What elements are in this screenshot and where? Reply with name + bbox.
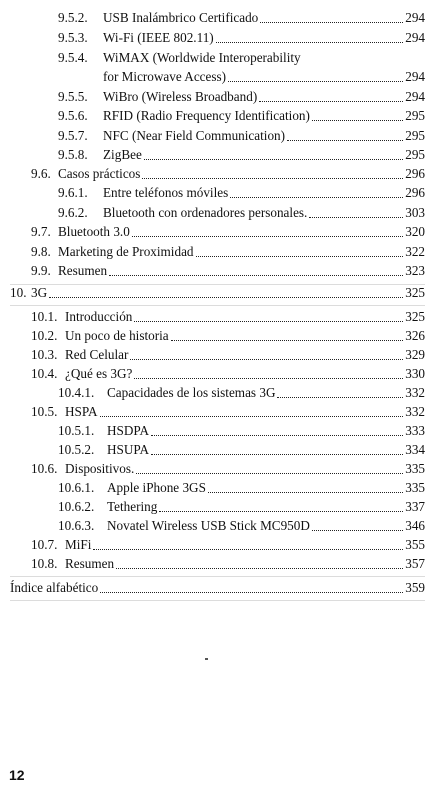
toc-entry-number: 9.5.6.: [58, 108, 88, 123]
dot-leader: [130, 358, 403, 360]
toc-entry-page: 355: [405, 537, 425, 552]
toc-entry-number: 9.7.: [31, 224, 51, 239]
toc-entry: [58, 108, 425, 124]
toc-entry-number: 9.8.: [31, 244, 51, 259]
toc-entry-page: 332: [405, 404, 425, 419]
toc-entry-number: 9.9.: [31, 263, 51, 278]
toc-entry-page: 325: [405, 309, 425, 324]
toc-entry-number: 9.5.3.: [58, 30, 88, 45]
toc-entry: [58, 89, 425, 105]
toc-entry: [31, 366, 425, 382]
toc-entry-number: 10.5.: [31, 404, 58, 419]
toc-entry-page: 294: [405, 10, 425, 25]
dot-leader: [116, 567, 403, 569]
dot-leader: [109, 274, 403, 276]
toc-entry-number: 10.8.: [31, 556, 58, 571]
toc-entry: [58, 423, 425, 439]
toc-chapter-entry: [10, 285, 425, 301]
toc-entry-title: Resumen: [65, 556, 115, 571]
toc-entry-title: Entre teléfonos móviles: [103, 185, 229, 200]
toc-entry: [58, 128, 425, 144]
toc-entry: [31, 244, 425, 260]
dot-leader: [134, 377, 403, 379]
toc-entry-number: 10.5.1.: [58, 423, 95, 438]
toc-entry-page: 296: [405, 166, 425, 181]
toc-entry: [58, 442, 425, 458]
toc-entry-number: 9.5.4.: [58, 50, 88, 65]
dot-leader: [312, 529, 403, 531]
print-speck: [205, 658, 208, 660]
toc-entry: [58, 147, 425, 163]
toc-entry-title: Bluetooth con ordenadores personales.: [103, 205, 308, 220]
toc-entry-title: Un poco de historia: [65, 328, 169, 343]
toc-index-entry: [10, 580, 425, 596]
toc-entry-title: Capacidades de los sistemas 3G: [107, 385, 276, 400]
toc-entry-title: Índice alfabético: [10, 580, 99, 595]
toc-entry-number: 9.6.1.: [58, 185, 88, 200]
toc-entry-page: 334: [405, 442, 425, 457]
toc-entry: [58, 30, 425, 46]
toc-entry-page: 320: [405, 224, 425, 239]
toc-entry-page: 296: [405, 185, 425, 200]
toc-entry-page: 357: [405, 556, 425, 571]
toc-entry-page: 335: [405, 480, 425, 495]
dot-leader: [312, 119, 403, 121]
toc-entry-number: 10.6.3.: [58, 518, 95, 533]
toc-entry-first-line: [58, 50, 301, 66]
toc-entry-number: 9.6.: [31, 166, 51, 181]
toc-entry-page: 346: [405, 518, 425, 533]
toc-entry: [31, 404, 425, 420]
toc-entry-title: WiBro (Wireless Broadband): [103, 89, 258, 104]
toc-entry: [58, 205, 425, 221]
toc-entry-number: 10.6.2.: [58, 499, 95, 514]
toc-entry-number: 9.5.8.: [58, 147, 88, 162]
toc-entry-page: 333: [405, 423, 425, 438]
toc-entry-page: 294: [405, 30, 425, 45]
dot-leader: [136, 472, 403, 474]
dot-leader: [171, 339, 404, 341]
toc-entry-title: RFID (Radio Frequency Identification): [103, 108, 310, 123]
toc-entry-number: 10.: [10, 285, 27, 300]
toc-entry: [58, 10, 425, 26]
toc-entry-page: 295: [405, 147, 425, 162]
toc-entry-page: 294: [405, 69, 425, 84]
toc-entry-number: 10.4.1.: [58, 385, 95, 400]
toc-entry-title: MiFi: [65, 537, 92, 552]
dot-leader: [132, 235, 403, 237]
dot-leader: [287, 139, 403, 141]
toc-entry-page: 325: [405, 285, 425, 300]
toc-entry: [58, 185, 425, 201]
toc-entry: [31, 309, 425, 325]
dot-leader: [151, 434, 403, 436]
toc-entry-number: 10.6.1.: [58, 480, 95, 495]
toc-entry-title: HSDPA: [107, 423, 150, 438]
toc-entry-number: 10.2.: [31, 328, 58, 343]
toc-entry-title-continuation: for Microwave Access): [103, 69, 227, 84]
dot-leader: [159, 510, 403, 512]
toc-entry: [58, 518, 425, 534]
toc-entry-page: 322: [405, 244, 425, 259]
toc-entry-page: 335: [405, 461, 425, 476]
toc-entry: [31, 537, 425, 553]
divider: [10, 305, 425, 306]
toc-entry-title: Introducción: [65, 309, 133, 324]
dot-leader: [100, 591, 403, 593]
toc-entry-title: HSPA: [65, 404, 98, 419]
toc-entry-title: 3G: [31, 285, 48, 300]
toc-entry: [31, 166, 425, 182]
toc-entry-page: 323: [405, 263, 425, 278]
toc-entry: [31, 224, 425, 240]
toc-entry: [58, 499, 425, 515]
dot-leader: [93, 548, 403, 550]
dot-leader: [144, 158, 403, 160]
toc-entry-title: Resumen: [58, 263, 108, 278]
toc-entry: [31, 328, 425, 344]
dot-leader: [208, 491, 403, 493]
toc-entry-title: HSUPA: [107, 442, 150, 457]
dot-leader: [142, 177, 403, 179]
toc-entry-title: Tethering: [107, 499, 158, 514]
dot-leader: [134, 320, 403, 322]
toc-entry: [58, 385, 425, 401]
dot-leader: [196, 255, 404, 257]
dot-leader: [260, 21, 403, 23]
toc-entry-number: 9.5.7.: [58, 128, 88, 143]
toc-entry-title: Wi-Fi (IEEE 802.11): [103, 30, 214, 45]
toc-entry-page: 359: [405, 580, 425, 595]
dot-leader: [259, 100, 403, 102]
toc-entry-page: 295: [405, 128, 425, 143]
toc-entry-title: USB Inalámbrico Certificado: [103, 10, 259, 25]
toc-entry: [31, 556, 425, 572]
toc-entry-number: 9.5.2.: [58, 10, 88, 25]
dot-leader: [216, 41, 404, 43]
toc-entry-title: Red Celular: [65, 347, 129, 362]
toc-entry-title: Novatel Wireless USB Stick MC950D: [107, 518, 310, 533]
page-number: 12: [9, 767, 25, 783]
toc-entry-page: 303: [405, 205, 425, 220]
toc-entry: [31, 263, 425, 279]
toc-entry-page: 295: [405, 108, 425, 123]
dot-leader: [228, 80, 403, 82]
toc-entry-number: 10.5.2.: [58, 442, 95, 457]
toc-entry-title: Bluetooth 3.0: [58, 224, 130, 239]
dot-leader: [309, 216, 403, 218]
dot-leader: [100, 415, 404, 417]
divider: [10, 600, 425, 601]
toc-entry-title: WiMAX (Worldwide Interoperability: [103, 50, 301, 65]
toc-entry-number: 10.1.: [31, 309, 58, 324]
toc-entry-title: ZigBee: [103, 147, 142, 162]
toc-entry-title: Casos prácticos: [58, 166, 141, 181]
dot-leader: [230, 196, 403, 198]
toc-entry-page: 337: [405, 499, 425, 514]
toc-entry-number: 10.7.: [31, 537, 58, 552]
dot-leader: [277, 396, 403, 398]
divider: [10, 576, 425, 577]
toc-entry-number: 9.5.5.: [58, 89, 88, 104]
toc-entry-number: 9.6.2.: [58, 205, 88, 220]
toc-entry-page: 330: [405, 366, 425, 381]
toc-entry: [31, 461, 425, 477]
dot-leader: [49, 296, 403, 298]
toc-entry-number: 10.4.: [31, 366, 58, 381]
toc-entry-page: 326: [405, 328, 425, 343]
toc-entry-number: 10.6.: [31, 461, 58, 476]
toc-entry: [58, 480, 425, 496]
toc-entry-title: ¿Qué es 3G?: [65, 366, 133, 381]
toc-entry: [103, 69, 425, 85]
toc-entry-page: 294: [405, 89, 425, 104]
toc-entry-number: 10.3.: [31, 347, 58, 362]
toc-entry: [31, 347, 425, 363]
toc-entry-title: Dispositivos.: [65, 461, 135, 476]
toc-entry-title: Apple iPhone 3GS: [107, 480, 206, 495]
toc-entry-page: 329: [405, 347, 425, 362]
toc-entry-page: 332: [405, 385, 425, 400]
toc-entry-title: NFC (Near Field Communication): [103, 128, 286, 143]
dot-leader: [151, 453, 403, 455]
toc-entry-title: Marketing de Proximidad: [58, 244, 194, 259]
